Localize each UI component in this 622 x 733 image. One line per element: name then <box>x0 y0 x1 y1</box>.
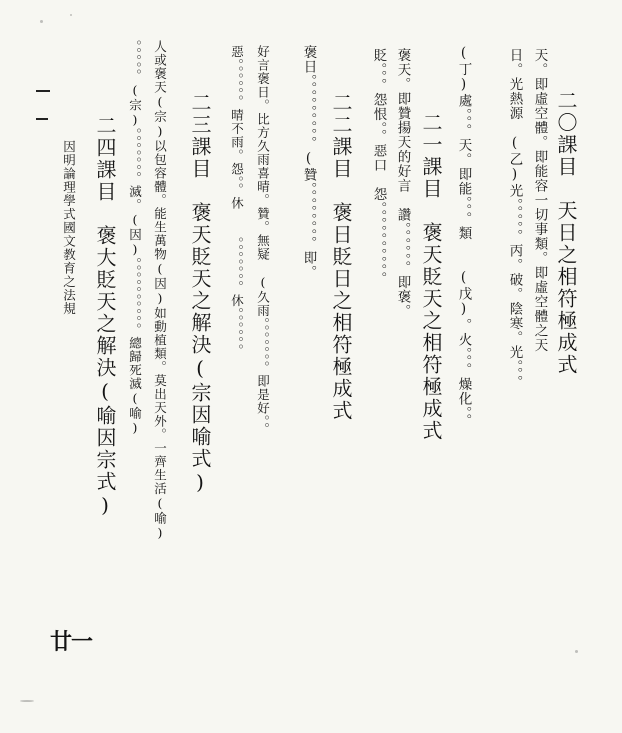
lesson-20-line-3: (丁)處。。。天。即能。。。類 (戊)。火。。。燥化。。 <box>455 45 472 429</box>
margin-book-title: 因明論理學式國文教育之法規 <box>61 140 77 316</box>
lesson-21-line-2: 貶。。。怨恨。。惡口 怨。。。。。。。。。。 <box>370 48 387 286</box>
lesson-22-heading: 二二課目 褒日貶日之相符極成式 <box>329 92 353 422</box>
page-number: 廿一 <box>50 629 93 655</box>
scan-speck <box>575 650 578 653</box>
lesson-22-line-3: 惡。。。。。。晴不雨。怨。。休 。。。。。。。休。。。。。。 <box>229 45 245 358</box>
scan-speck <box>40 20 43 23</box>
lesson-23-line-1: 人或褒天(宗)以包容體。能生萬物(因)如動植類。莫出天外。一齊生活(喻) <box>152 40 168 541</box>
scan-speck <box>20 700 34 702</box>
lesson-20-line-2: 日。光熱源 (乙)光。。。。。丙。破。陰寒。光。。。 <box>506 48 523 390</box>
lesson-21-line-1: 褒天。即贊揚天的好言 讚。。。。。。即褒。 <box>394 48 411 319</box>
lesson-22-line-2: 好言褒日。比方久雨喜晴。贊。無疑 (久雨。。。。。。。即是好。。 <box>255 45 271 436</box>
margin-rule <box>36 90 50 92</box>
scan-speck <box>70 14 72 16</box>
lesson-23-line-2: 。。。。。(宗)。。。。。。。滅。(因)。。。。。。。。。。總歸死滅(喻) <box>127 40 143 436</box>
lesson-21-heading: 二一課目 褒天貶天之相符極成式 <box>419 112 443 442</box>
lesson-20-line-1: 天。即虛空體。即能容一切事類。即虛空體之天 <box>531 48 548 353</box>
margin-rule <box>36 118 48 120</box>
lesson-24-heading: 二四課目 褒大貶天之解決(喻因宗式) <box>93 115 117 519</box>
lesson-22-line-1: 褒日。。。。。。。。。(贊。。。。。。。。即。 <box>300 45 317 280</box>
lesson-20-heading: 二〇課目 天日之相符極成式 <box>554 90 578 376</box>
lesson-23-heading: 二三課目 褒天貶天之解決(宗因喻式) <box>188 92 212 496</box>
